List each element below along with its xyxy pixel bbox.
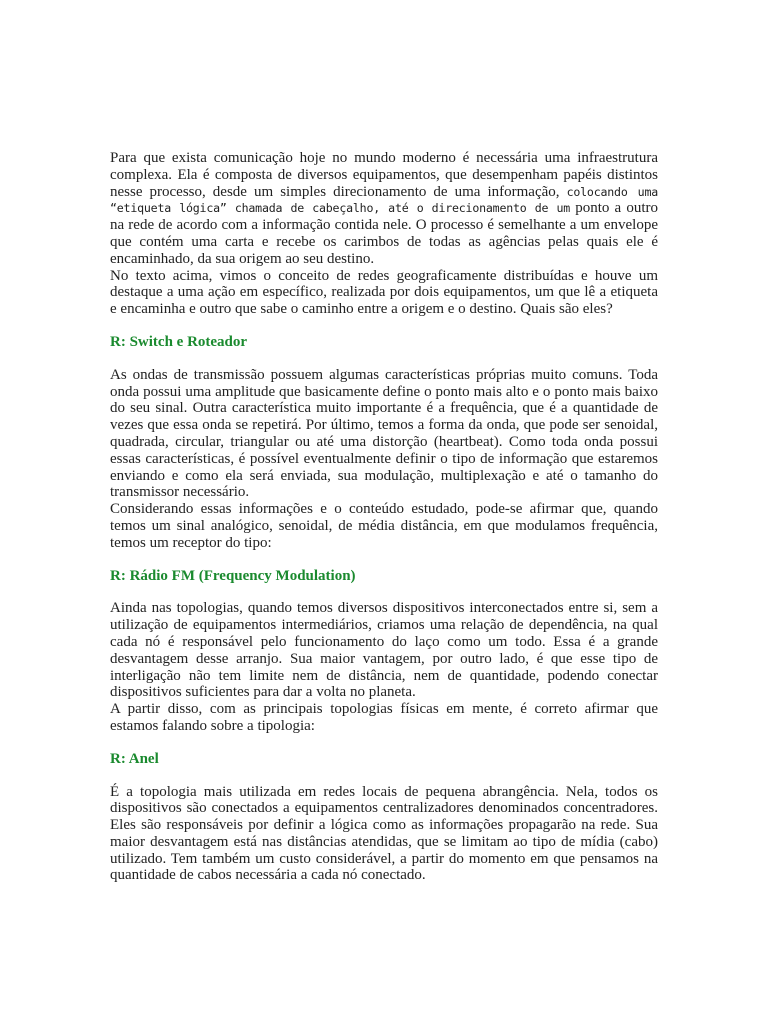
question-1-text-b: ponto a outro na rede de acordo com a informação contida nele. O processo é semelhante a um envelope que contém uma carta e recebe os carimbos de todas as agências pelas quais ele é encaminhado, da sua origem ao seu destino. <box>110 200 659 267</box>
question-2-context: As ondas de transmissão possuem algumas características próprias muito comuns. Toda onda possui uma amplitude que basicamente define o ponto mais alto e o ponto mais baixo do seu sinal. Outra característica muito importante é a frequência, que é a quantidade de vezes que essa onda se repetirá. Por último, temos a forma da onda, que pode ser senoidal, quadrada, circular, triangular ou até uma distorção (heartbeat). Como toda onda possui essas características, é possível eventualmente definir o tipo de informação que estaremos enviando e como ela será enviada, sua modulação, multiplexação e até o tamanho do transmissor necessário. <box>110 366 658 501</box>
document-page <box>110 150 658 884</box>
question-4-context: É a topologia mais utilizada em redes locais de pequena abrangência. Nela, todos os dispositivos são conectados a equipamentos centralizadores denominados concentradores. Eles são responsáveis por definir a lógica como as informações propagarão na rede. Sua maior desvantagem está nas distâncias atendidas, que se limitam ao tipo de mídia (cabo) utilizado. Tem também um custo considerável, a partir do momento em que pensamos na quantidade de cabos necessária a cada nó conectado. <box>110 783 658 884</box>
answer-3: R: Anel <box>110 750 159 767</box>
question-1-text-a: Para que exista comunicação hoje no mundo moderno é necessária uma infraestrutura complexa. Ela é composta de diversos equipamentos, que desempenham papéis distintos nesse processo, desde um simples direcionamento de uma informação, <box>110 150 658 200</box>
question-block-3 <box>110 600 658 767</box>
answer-1: R: Switch e Roteador <box>110 333 248 350</box>
question-block-2 <box>110 367 658 585</box>
question-1-text-mono: colocando uma “etiqueta lógica” chamada de cabeçalho, até o direcionamento de um <box>110 184 659 216</box>
question-1-context <box>110 150 658 268</box>
question-3-context: Ainda nas topologias, quando temos diversos dispositivos interconectados entre si, sem a utilização de equipamentos intermediários, criamos uma relação de dependência, na qual cada nó é responsável pelo funcionamento do laço como um todo. Essa é a grande desvantagem desse arranjo. Sua maior vantagem, por outro lado, é que esse tipo de interligação não tem limite nem de distância, nem de quantidade, podendo conectar dispositivos suficientes para dar a volta no planeta. <box>110 600 658 701</box>
question-2-prompt: Considerando essas informações e o conteúdo estudado, pode-se afirmar que, quando temos um sinal analógico, senoidal, de média distância, em que modulamos frequência, temos um receptor do tipo: <box>110 501 658 551</box>
question-3-prompt: A partir disso, com as principais topologias físicas em mente, é correto afirmar que estamos falando sobre a tipologia: <box>110 701 658 734</box>
question-block-1 <box>110 150 658 351</box>
answer-2: R: Rádio FM (Frequency Modulation) <box>110 567 356 584</box>
question-1-prompt: No texto acima, vimos o conceito de redes geograficamente distribuídas e houve um destaque a uma ação em específico, realizada por dois equipamentos, um que lê a etiqueta e encaminha e outro que sabe o caminho entre a origem e o destino. Quais são eles? <box>110 267 658 318</box>
question-block-4 <box>110 784 658 885</box>
